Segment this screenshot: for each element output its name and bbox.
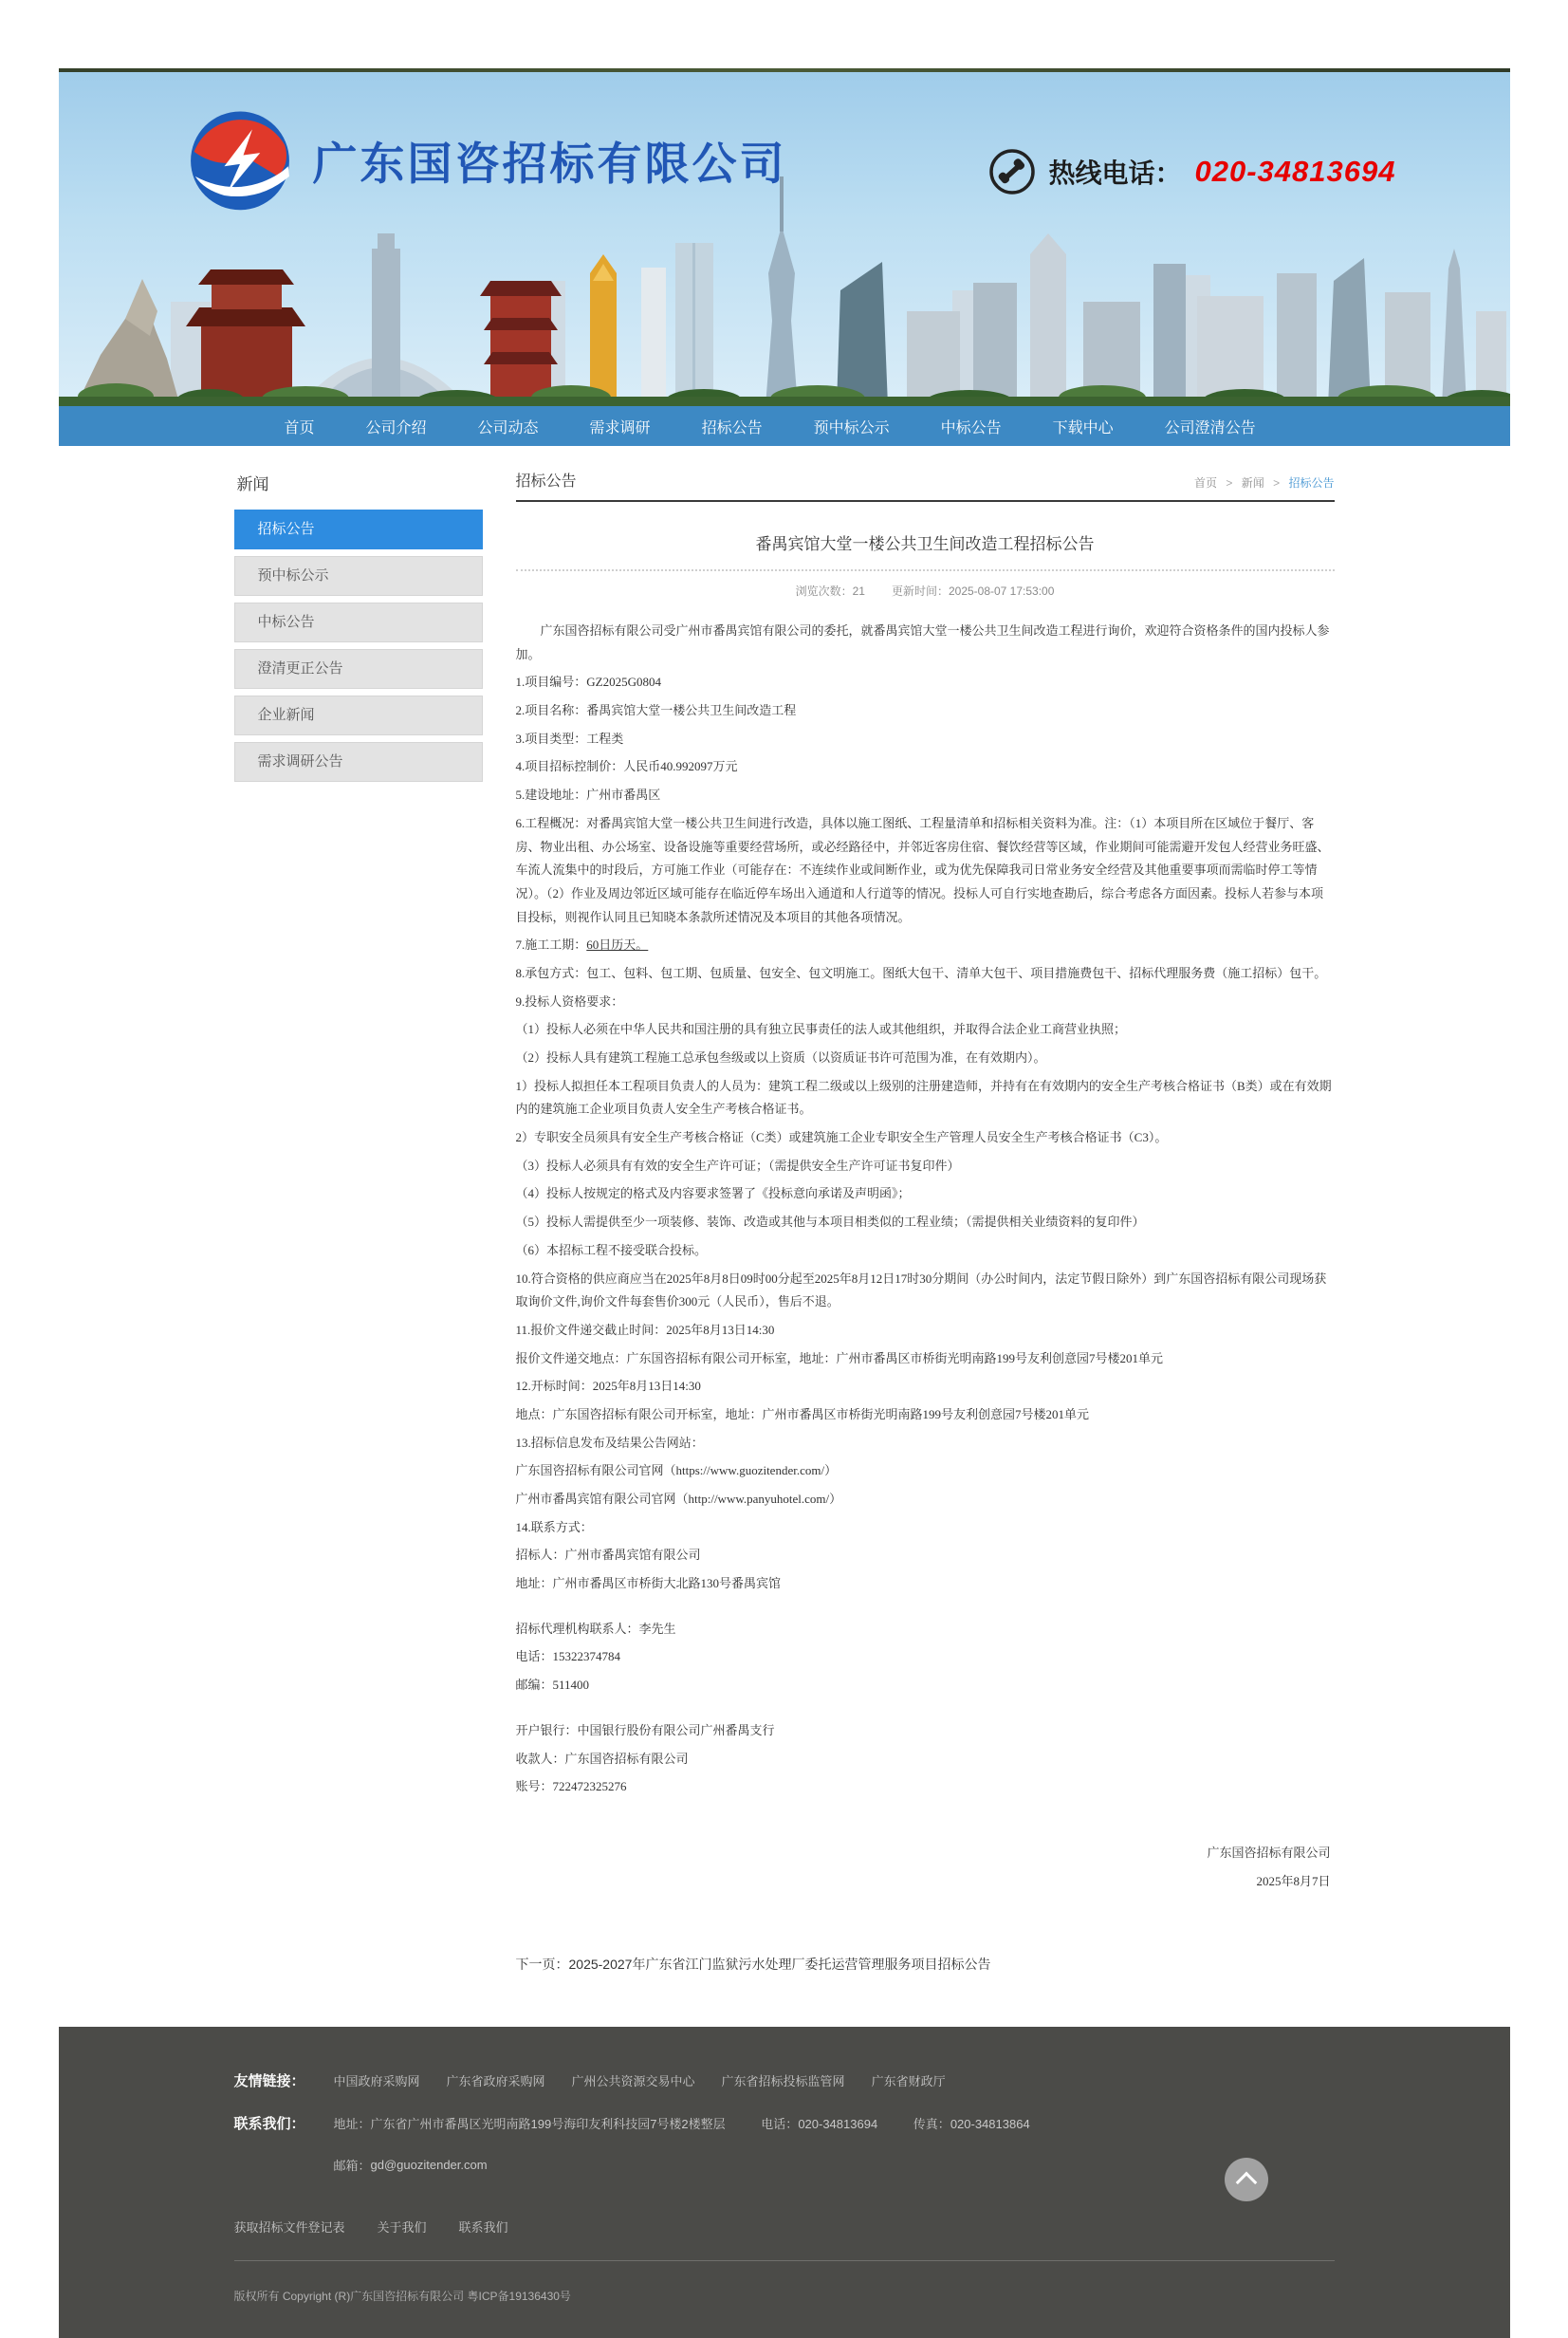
friend-link[interactable]: 广东省财政厅 (871, 2073, 946, 2088)
email-row (334, 2156, 1335, 2174)
company-logo (184, 102, 296, 214)
hotline-number: 020-34813694 (1194, 155, 1396, 188)
hotline-label: 热线电话： (1048, 158, 1182, 188)
header-banner (59, 68, 1510, 406)
article-body (516, 620, 1335, 1799)
footer-link[interactable]: 联系我们 (458, 2219, 508, 2235)
article-signature (516, 1839, 1335, 1896)
breadcrumb (1194, 474, 1334, 491)
breadcrumb-current[interactable]: 招标公告 (1288, 476, 1335, 490)
contact-row (234, 2113, 1335, 2133)
underlined-text: 60日历天。 (586, 937, 649, 953)
friend-links-row (234, 2070, 1335, 2090)
article-paragraph: 2.项目名称：番禺宾馆大堂一楼公共卫生间改造工程 (515, 703, 797, 718)
article-paragraph: 地点：广东国咨招标有限公司开标室，地址：广州市番禺区市桥街光明南路199号友利创意园7号楼201单元 (515, 1406, 1090, 1421)
article-paragraph: 地址：广州市番禺区市桥街大北路130号番禺宾馆 (515, 1576, 782, 1591)
next-page-label: 下一页： (515, 1956, 569, 1972)
section-title: 招标公告 (515, 473, 577, 490)
article-paragraph: 招标代理机构联系人：李先生 (515, 1621, 676, 1636)
article-paragraph: 邮编：511400 (515, 1678, 590, 1693)
dotted-separator (516, 569, 1335, 571)
email-value: gd@guozitender.com (370, 2157, 488, 2172)
friend-link[interactable]: 中国政府采购网 (333, 2073, 420, 2088)
email-label: 邮箱： (333, 2158, 371, 2173)
updated-time: 2025-08-07 17:53:00 (948, 584, 1055, 598)
article-paragraph: 12.开标时间：2025年8月13日14:30 (515, 1379, 701, 1394)
address-label: 地址： (333, 2116, 371, 2131)
views-count: 21 (852, 584, 865, 598)
fax-value: 020-34813864 (950, 2116, 1030, 2131)
nav-item[interactable]: 公司动态 (477, 419, 539, 436)
chevron-up-icon (1235, 2172, 1257, 2194)
updated-label: 更新时间： (891, 584, 949, 598)
phone-icon (988, 148, 1036, 195)
section-header (516, 469, 1335, 502)
next-page-link[interactable]: 2025-2027年广东省江门监狱污水处理厂委托运营管理服务项目招标公告 (568, 1956, 991, 1972)
banner-top-strip (59, 68, 1510, 72)
friend-link[interactable]: 广东省政府采购网 (446, 2073, 545, 2088)
article-paragraph: （5）投标人需提供至少一项装修、装饰、改造或其他与本项目相类似的工程业绩；（需提供相关业绩资料的复印件） (515, 1215, 1145, 1230)
article-paragraph: （2）投标人具有建筑工程施工总承包叁级或以上资质（以资质证书许可范围为准，在有效期内）。 (515, 1050, 1046, 1065)
fax-label: 传真： (913, 2116, 950, 2131)
article-paragraph: 13.招标信息发布及结果公告网站： (515, 1435, 704, 1450)
article-paragraph (516, 1702, 1335, 1715)
article-paragraph: 10.符合资格的供应商应当在2025年8月8日09时00分起至2025年8月12日17时30分期间（办公时间内，法定节假日除外）到广东国咨招标有限公司现场获取询价文件,询价文件每套售价300元（人民币），售后不退。 (515, 1271, 1327, 1309)
sidebar (234, 469, 483, 789)
article-paragraph: 广州市番禺宾馆有限公司官网（http://www.panyuhotel.com/） (515, 1492, 842, 1506)
nav-item[interactable]: 公司介绍 (365, 419, 427, 436)
nav-item[interactable]: 预中标公示 (813, 419, 890, 436)
article-paragraph: 报价文件递交地点：广东国咨招标有限公司开标室，地址：广州市番禺区市桥街光明南路199号友利创意园7号楼201单元 (515, 1350, 1164, 1365)
article-title: 番禺宾馆大堂一楼公共卫生间改造工程招标公告 (755, 535, 1095, 553)
footer (59, 2027, 1510, 2338)
article-paragraph: 收款人：广东国咨招标有限公司 (515, 1751, 689, 1766)
friend-link[interactable]: 广东省招标投标监管网 (721, 2073, 845, 2088)
friend-links-label: 友情链接： (233, 2072, 305, 2089)
article-paragraph: 8.承包方式：包工、包料、包工期、包质量、包安全、包文明施工。图纸大包干、清单大包干、项目措施费包干、招标代理服务费（施工招标）包干。 (515, 965, 1327, 980)
content-area (234, 469, 1335, 1974)
phone-label: 电话： (761, 2116, 799, 2131)
copyright-text: 版权所有 Copyright (R)广东国咨招标有限公司 粤ICP备19136430号 (233, 2289, 571, 2303)
article-paragraph: （4）投标人按规定的格式及内容要求签署了《投标意向承诺及声明函》； (515, 1186, 911, 1201)
company-name: 广东国咨招标有限公司 (312, 139, 787, 189)
signature-date: 2025年8月7日 (1256, 1873, 1331, 1888)
article-paragraph: 1.项目编号：GZ2025G0804 (515, 675, 661, 690)
article-paragraph: 3.项目类型：工程类 (515, 731, 624, 746)
next-page-row (516, 1955, 1335, 1974)
article-paragraph: （3）投标人必须具有有效的安全生产许可证；（需提供安全生产许可证书复印件） (515, 1158, 960, 1173)
footer-bottom-links (234, 2217, 1335, 2236)
friend-link[interactable]: 广州公共资源交易中心 (571, 2073, 695, 2088)
sidebar-list (234, 510, 483, 782)
article-paragraph: 招标人：广州市番禺宾馆有限公司 (515, 1548, 701, 1563)
nav-item[interactable]: 中标公告 (940, 419, 1002, 436)
article-paragraph: 5.建设地址：广州市番禺区 (515, 788, 661, 803)
breadcrumb-home[interactable]: 首页 (1194, 476, 1218, 490)
friend-links (334, 2071, 946, 2089)
sidebar-item[interactable]: 中标公告 (234, 603, 483, 642)
article-paragraph: （1）投标人必须在中华人民共和国注册的具有独立民事责任的法人或其他组织，并取得合法企业工商营业执照； (515, 1022, 1127, 1037)
article-meta (516, 583, 1335, 599)
article-paragraph: 6.工程概况：对番禺宾馆大堂一楼公共卫生间进行改造，具体以施工图纸、工程量清单和招标相关资料为准。注：（1）本项目所在区域位于餐厅、客房、物业出租、办公场室、设备设施等重要经营场所，或必经路径中，并邻近客房住宿、餐饮经营等区域，作业期间可能需避开发包人经营业务旺盛、车流人流集中的时段后，方可施工作业（可能存在：不连续作业或间断作业，或为优先保障我司日常业务安全经营及其他重要事项而需临时停工等情况）。（2）作业及周边邻近区域可能存在临近停车场出入通道和人行道等的情况。投标人可自行实地查勘后，综合考虑各方面因素。投标人若参与本项目投标，则视作认同且已知晓本条款所述情况及本项目的其他各项情况。 (515, 815, 1330, 924)
article-paragraph: 广东国咨招标有限公司受广州市番禺宾馆有限公司的委托，就番禺宾馆大堂一楼公共卫生间改造工程进行询价，欢迎符合资格条件的国内投标人参加。 (515, 623, 1330, 661)
footer-inner (234, 2027, 1335, 2338)
article-paragraph: 14.联系方式： (515, 1519, 593, 1534)
article-paragraph: 电话：15322374784 (515, 1649, 621, 1664)
article-paragraph: 广东国咨招标有限公司官网（https://www.guozitender.com/） (515, 1463, 838, 1478)
footer-link[interactable]: 关于我们 (377, 2219, 427, 2235)
article-paragraph: 7.施工工期：60日历天。 (515, 937, 649, 953)
article-paragraph: 2）专职安全员须具有安全生产考核合格证（C类）或建筑施工企业专职安全生产管理人员安全生产考核合格证书（C3）。 (515, 1130, 1168, 1145)
article-paragraph: 9.投标人资格要求： (515, 993, 624, 1009)
article-paragraph: 11.报价文件递交截止时间：2025年8月13日14:30 (515, 1322, 775, 1337)
footer-link[interactable]: 获取招标文件登记表 (233, 2219, 345, 2235)
page-container (59, 68, 1510, 2338)
signature-company: 广东国咨招标有限公司 (1207, 1845, 1331, 1860)
nav-item[interactable]: 下载中心 (1052, 419, 1114, 436)
address-value: 广东省广州市番禺区光明南路199号海印友利科技园7号楼2楼整层 (370, 2116, 726, 2131)
phone-value: 020-34813694 (798, 2116, 878, 2131)
main-column (516, 469, 1335, 1974)
article-paragraph: 账号：722472325276 (515, 1779, 627, 1794)
hotline-block (988, 148, 1396, 195)
sidebar-item[interactable]: 企业新闻 (234, 696, 483, 735)
article-paragraph: 1）投标人拟担任本工程项目负责人的人员为：建筑工程二级或以上级别的注册建造师，并持有在有效期内的安全生产考核合格证书（B类）或在有效期内的建筑施工企业项目负责人安全生产考核合格证书。 (515, 1078, 1332, 1117)
sidebar-item[interactable]: 澄清更正公告 (234, 649, 483, 689)
article-paragraph: 开户银行：中国银行股份有限公司广州番禺支行 (515, 1722, 775, 1737)
breadcrumb-separator: > (1273, 476, 1281, 490)
back-to-top-button[interactable] (1225, 2158, 1268, 2201)
contact-label: 联系我们： (233, 2115, 305, 2132)
nav-item[interactable]: 首页 (284, 419, 315, 436)
sidebar-title: 新闻 (236, 475, 269, 493)
article-paragraph: （6）本招标工程不接受联合投标。 (515, 1242, 708, 1257)
nav-item[interactable]: 需求调研 (589, 419, 651, 436)
nav-item[interactable]: 招标公告 (701, 419, 763, 436)
sidebar-item[interactable]: 需求调研公告 (234, 742, 483, 782)
main-nav (59, 406, 1510, 446)
views-label: 浏览次数： (795, 584, 853, 598)
breadcrumb-separator: > (1226, 476, 1233, 490)
nav-item[interactable]: 公司澄清公告 (1164, 419, 1256, 436)
article-paragraph: 4.项目招标控制价：人民币40.992097万元 (515, 759, 738, 774)
article-paragraph (516, 1601, 1335, 1613)
breadcrumb-news[interactable]: 新闻 (1241, 476, 1264, 490)
sidebar-item[interactable]: 招标公告 (234, 510, 483, 549)
sidebar-item[interactable]: 预中标公示 (234, 556, 483, 596)
